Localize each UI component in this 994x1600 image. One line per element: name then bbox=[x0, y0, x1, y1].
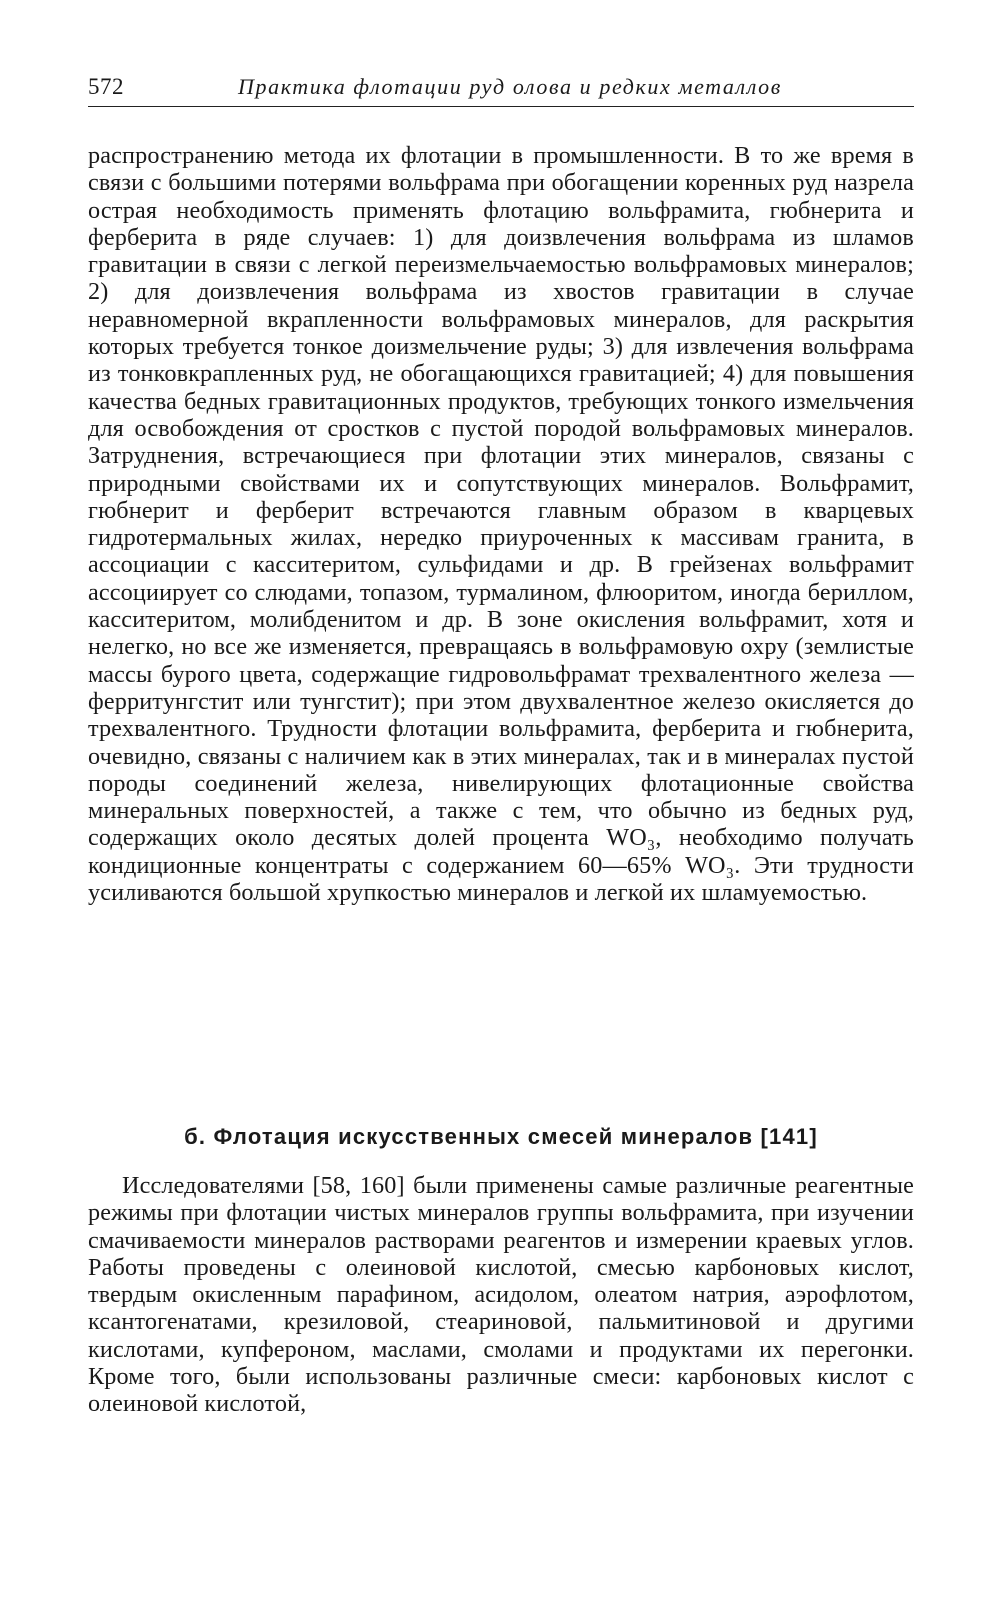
section-heading: б. Флотация искусственных смесей минералов [141] bbox=[184, 1124, 818, 1149]
body-paragraph: Исследователями [58, 160] были применены самые различные реагентные режимы при флотации чистых минералов группы вольфрамита, при изучении смачиваемости минералов растворами реагентов и измерении краевых углов. Работы проведены с олеиновой кислотой, смесью карбоновых кислот, твердым окисленным парафином, асидолом, олеатом натрия, аэрофлотом, ксантогенатами, крезиловой, стеариновой, пальмитиновой и другими кислотами, купфероном, маслами, смолами и продуктами их перегонки. Кроме того, были использованы различные смеси: карбоновых кислот с олеиновой кислотой, bbox=[88, 1172, 914, 1418]
page-number: 572 bbox=[88, 74, 124, 99]
running-head: Практика флотации руд олова и редких металлов bbox=[238, 74, 782, 99]
page-header bbox=[88, 70, 914, 107]
body-paragraph: распространению метода их флотации в промышленности. В то же время в связи с большими потерями вольфрама при обогащении коренных руд назрела острая необходимость применять флотацию вольфрамита, гюбнерита и ферберита в ряде случаев: 1) для доизвлечения вольфрама из шламов гравитации в связи с легкой переизмельчаемостью вольфрамовых минералов; 2) для доизвлечения вольфрама из хвостов гравитации в случае неравномерной вкрапленности вольфрамовых минералов, для раскрытия которых требуется тонкое доизмельчение руды; 3) для извлечения вольфрама из тонковкрапленных руд, не обогащающихся гравитацией; 4) для повышения качества бедных гравитационных продуктов, требующих тонкого измельчения для освобождения от сростков с пустой породой вольфрамовых минералов. Затруднения, встречающиеся при флотации этих минералов, связаны с природными свойствами их и сопутствующих минералов. Вольфрамит, гюбнерит и ферберит встречаются главным образом в кварцевых гидротермальных жилах, нередко приуроченных к массивам гранита, в ассоциации с касситеритом, сульфидами и др. В грейзенах вольфрамит ассоциирует со слюдами, топазом, турмалином, флюоритом, иногда бериллом, касситеритом, молибденитом и др. В зоне окисления вольфрамит, хотя и нелегко, но все же изменяется, превращаясь в вольфрамовую охру (землистые массы бурого цвета, содержащие гидровольфрамат трехвалентного железа — ферритунгстит или тунгстит); при этом двухвалентное железо окисляется до трехвалентного. Трудности флотации вольфрамита, ферберита и гюбнерита, очевидно, связаны с наличием как в этих минералах, так и в минералах пустой породы соединений железа, нивелирующих флотационные свойства минеральных поверхностей, а также с тем, что обычно из бедных руд, содержащих около десятых долей процента WO₃, необходимо получать кондиционные концентраты с содержанием 60—65% WO₃. Эти трудности усиливаются большой хрупкостью минералов и легкой их шламуемостью. bbox=[88, 142, 914, 907]
book-page bbox=[88, 0, 914, 1600]
